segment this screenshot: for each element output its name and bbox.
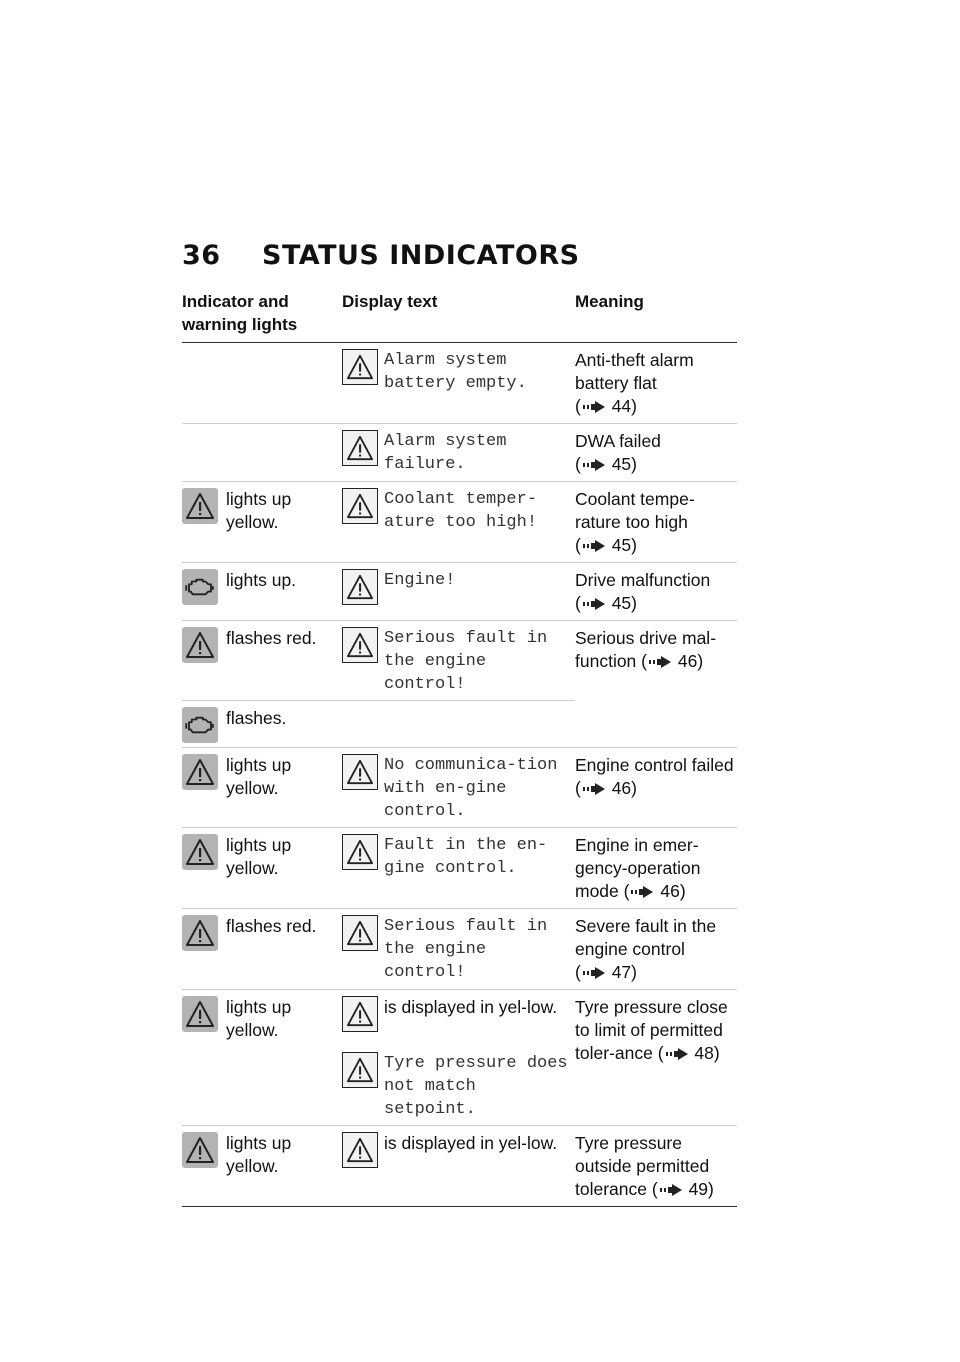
display-text: Coolant temper-ature too high! — [384, 490, 538, 532]
meaning-text: Tyre pressure outside permitted tolerance — [575, 1133, 710, 1199]
page-reference-arrow-icon — [583, 593, 605, 616]
warning-triangle-icon — [342, 569, 378, 605]
table-row — [182, 482, 737, 563]
warning-triangle-icon — [182, 834, 218, 870]
page-reference: 46 — [660, 881, 680, 901]
meaning-cell: Coolant tempe-rature too high ( 45) — [575, 482, 737, 563]
meaning-cell: Tyre pressure outside permitted tolerance ( 49) — [575, 1126, 737, 1207]
warning-triangle-icon — [342, 754, 378, 790]
engine-icon — [182, 569, 218, 605]
table-header-row — [182, 290, 737, 343]
meaning-cell: Anti-theft alarm battery flat ( 44) — [575, 343, 737, 424]
table-row — [182, 990, 737, 1047]
display-text: Fault in the en-gine control. — [384, 836, 548, 878]
table-row — [182, 563, 737, 621]
indicator-cell — [182, 1126, 342, 1207]
engine-icon — [182, 707, 218, 743]
page-reference-arrow-icon — [666, 1043, 688, 1066]
display-text-cell — [342, 828, 575, 909]
page-reference-arrow-icon — [583, 535, 605, 558]
page-reference-arrow-icon — [631, 881, 653, 904]
display-text-cell — [342, 990, 575, 1047]
indicator-cell — [182, 909, 342, 990]
table-row — [182, 424, 737, 482]
display-text-cell — [342, 748, 575, 828]
page-header — [182, 240, 580, 271]
meaning-cell: DWA failed ( 45) — [575, 424, 737, 482]
indicator-cell — [182, 482, 342, 563]
page-reference-arrow-icon — [583, 396, 605, 419]
indicator-cell — [182, 343, 342, 424]
display-text: No communica-tion with en-gine control. — [384, 756, 558, 821]
display-text: Alarm system failure. — [384, 432, 507, 474]
display-text-cell — [342, 1046, 575, 1126]
page-reference: 48 — [694, 1043, 714, 1063]
page-reference-arrow-icon — [583, 778, 605, 801]
column-header-meaning: Meaning — [575, 290, 737, 343]
meaning-text: Coolant tempe-rature too high — [575, 489, 695, 532]
warning-triangle-icon — [182, 627, 218, 663]
indicator-cell — [182, 563, 342, 621]
page-reference-arrow-icon — [660, 1179, 682, 1202]
warning-triangle-icon — [342, 834, 378, 870]
warning-triangle-icon — [182, 915, 218, 951]
page-reference: 46 — [611, 778, 632, 798]
warning-triangle-icon — [342, 1132, 378, 1168]
display-text: Alarm system battery empty. — [384, 351, 527, 393]
meaning-text: Engine control failed — [575, 755, 734, 775]
display-text-cell — [342, 1126, 575, 1207]
indicator-text: flashes. — [226, 708, 287, 728]
indicator-text: lights up yellow. — [226, 489, 292, 532]
status-indicators-table — [182, 290, 737, 1207]
display-text-cell — [342, 621, 575, 701]
indicator-cell — [182, 828, 342, 909]
warning-triangle-icon — [182, 754, 218, 790]
column-header-display-text: Display text — [342, 290, 575, 343]
warning-triangle-icon — [182, 1132, 218, 1168]
indicator-text: flashes red. — [226, 916, 317, 936]
warning-triangle-icon — [342, 627, 378, 663]
warning-triangle-icon — [182, 488, 218, 524]
meaning-text: Severe fault in the engine control — [575, 916, 717, 959]
page-reference-arrow-icon — [583, 962, 605, 985]
indicator-text: lights up yellow. — [226, 835, 292, 878]
meaning-text: Tyre pressure close to limit of permitted toler-ance — [575, 997, 728, 1063]
warning-triangle-icon — [342, 430, 378, 466]
page-number: 36 — [182, 240, 221, 271]
section-title: STATUS INDICATORS — [262, 240, 580, 271]
meaning-text: Serious drive mal-function — [575, 628, 717, 671]
meaning-text: Anti-theft alarm battery flat — [575, 350, 694, 393]
page-reference: 45 — [611, 593, 632, 613]
column-header-indicator: Indicator and warning lights — [182, 290, 342, 343]
meaning-cell: Engine control failed ( 46) — [575, 748, 737, 828]
display-text-cell — [342, 909, 575, 990]
page-reference: 45 — [611, 454, 632, 474]
page-reference-arrow-icon — [583, 454, 605, 477]
table-row — [182, 1126, 737, 1207]
warning-triangle-icon — [342, 1052, 378, 1088]
warning-triangle-icon — [342, 915, 378, 951]
meaning-text: DWA failed — [575, 431, 661, 451]
warning-triangle-icon — [342, 996, 378, 1032]
indicator-cell — [182, 990, 342, 1047]
display-text-cell — [342, 424, 575, 482]
page-reference-arrow-icon — [649, 651, 671, 674]
display-text: Tyre pressure does not match setpoint. — [384, 1054, 568, 1119]
display-text-cell — [342, 482, 575, 563]
indicator-cell — [182, 621, 342, 701]
table-row — [182, 909, 737, 990]
page-reference: 47 — [611, 962, 632, 982]
display-text: is displayed in yel-low. — [384, 1133, 558, 1153]
page-reference: 44 — [611, 396, 632, 416]
display-text-cell — [342, 343, 575, 424]
indicator-cell — [182, 748, 342, 828]
warning-triangle-icon — [342, 488, 378, 524]
display-text: Serious fault in the engine control! — [384, 629, 548, 694]
meaning-cell: Severe fault in the engine control ( 47) — [575, 909, 737, 990]
display-text: is displayed in yel-low. — [384, 997, 558, 1017]
indicator-text: lights up yellow. — [226, 1133, 292, 1176]
table-row — [182, 828, 737, 909]
meaning-text: Engine in emer-gency-operation mode — [575, 835, 701, 901]
meaning-cell: Drive malfunction ( 45) — [575, 563, 737, 621]
warning-triangle-icon — [182, 996, 218, 1032]
display-text: Serious fault in the engine control! — [384, 917, 548, 982]
page-reference: 46 — [677, 651, 698, 671]
table-row — [182, 343, 737, 424]
display-text-cell — [342, 563, 575, 621]
table-row — [182, 621, 737, 701]
indicator-text: lights up. — [226, 570, 297, 590]
table-row — [182, 748, 737, 828]
meaning-cell: Serious drive mal-function ( 46) — [575, 621, 737, 748]
meaning-cell: Engine in emer-gency-operation mode ( 46) — [575, 828, 737, 909]
display-text: Engine! — [384, 571, 456, 590]
indicator-cell — [182, 701, 342, 748]
warning-triangle-icon — [342, 349, 378, 385]
meaning-cell: Tyre pressure close to limit of permitted toler-ance ( 48) — [575, 990, 737, 1126]
indicator-text: lights up yellow. — [226, 997, 292, 1040]
page-reference: 49 — [688, 1179, 709, 1199]
indicator-text: lights up yellow. — [226, 755, 292, 798]
display-text-cell — [342, 701, 575, 748]
indicator-cell — [182, 424, 342, 482]
page-reference: 45 — [611, 535, 632, 555]
meaning-text: Drive malfunction — [575, 570, 711, 590]
indicator-text: flashes red. — [226, 628, 317, 648]
indicator-cell — [182, 1046, 342, 1126]
